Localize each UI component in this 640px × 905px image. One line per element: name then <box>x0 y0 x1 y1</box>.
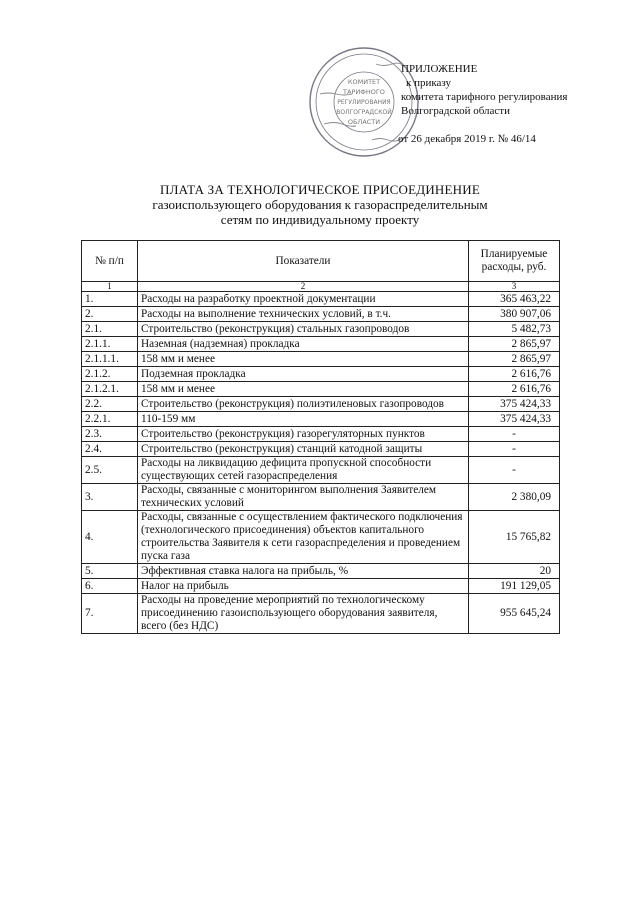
title-line-2: газоиспользующего оборудования к газораспределительным <box>152 197 488 212</box>
header-planned-costs: Планируемые расходы, руб. <box>469 241 560 282</box>
appendix-header <box>398 62 567 146</box>
row-indicator: Расходы на выполнение технических условий, в т.ч. <box>138 307 469 322</box>
row-number: 7. <box>82 594 138 634</box>
row-number: 2.2. <box>82 397 138 412</box>
row-value: 2 865,97 <box>469 352 560 367</box>
header-number: № п/п <box>82 241 138 282</box>
seal-text-line: ОБЛАСТИ <box>347 118 381 126</box>
row-number: 2.1. <box>82 322 138 337</box>
appendix-label: ПРИЛОЖЕНИЕ <box>401 63 478 75</box>
seal-text-line: ТАРИФНОГО <box>343 88 385 96</box>
row-value: 2 616,76 <box>469 367 560 382</box>
row-indicator: Расходы, связанные с осуществлением фактического подключения (технологического присоединения) объектов капитального строительства Заявителя к сети газораспределения и проведением пуска газа <box>138 511 469 564</box>
table-row <box>82 564 560 579</box>
title-line-3: сетям по индивидуальному проекту <box>220 212 420 227</box>
table-row <box>82 427 560 442</box>
row-number: 6. <box>82 579 138 594</box>
table-row <box>82 322 560 337</box>
table-row <box>82 442 560 457</box>
row-value: 375 424,33 <box>469 412 560 427</box>
row-number: 3. <box>82 484 138 511</box>
row-indicator: Расходы на ликвидацию дефицита пропускной способности существующих сетей газораспределения <box>138 457 469 484</box>
row-indicator: 110-159 мм <box>138 412 469 427</box>
row-number: 2.1.1.1. <box>82 352 138 367</box>
table-row <box>82 307 560 322</box>
table-row <box>82 579 560 594</box>
row-indicator: Расходы на проведение мероприятий по технологическому присоединению газоиспользующего оборудования заявителя, всего (без НДС) <box>138 594 469 634</box>
row-number: 2.1.2. <box>82 367 138 382</box>
table-row <box>82 397 560 412</box>
row-indicator: 158 мм и менее <box>138 352 469 367</box>
column-number: 1 <box>82 282 138 292</box>
column-number: 2 <box>138 282 469 292</box>
row-number: 2.3. <box>82 427 138 442</box>
row-indicator: Подземная прокладка <box>138 367 469 382</box>
table-header-row <box>82 241 560 282</box>
table-row <box>82 412 560 427</box>
row-indicator: Расходы на разработку проектной документации <box>138 292 469 307</box>
row-value: 2 865,97 <box>469 337 560 352</box>
row-value: 955 645,24 <box>469 594 560 634</box>
table-row <box>82 457 560 484</box>
region-line: Волгоградской области <box>401 105 510 117</box>
row-indicator: 158 мм и менее <box>138 382 469 397</box>
row-indicator: Налог на прибыль <box>138 579 469 594</box>
row-indicator: Строительство (реконструкция) газорегуляторных пунктов <box>138 427 469 442</box>
row-value: 15 765,82 <box>469 511 560 564</box>
document-title <box>0 182 640 227</box>
row-value: 2 616,76 <box>469 382 560 397</box>
row-number: 5. <box>82 564 138 579</box>
header-indicators: Показатели <box>138 241 469 282</box>
table-row <box>82 484 560 511</box>
row-value: 20 <box>469 564 560 579</box>
column-number-row <box>82 282 560 292</box>
table-row <box>82 337 560 352</box>
row-value: 380 907,06 <box>469 307 560 322</box>
column-number: 3 <box>469 282 560 292</box>
row-indicator: Строительство (реконструкция) станций катодной защиты <box>138 442 469 457</box>
row-value: - <box>469 442 560 457</box>
table-row <box>82 352 560 367</box>
row-indicator: Наземная (надземная) прокладка <box>138 337 469 352</box>
order-date: от 26 декабря 2019 г. № 46/14 <box>398 133 536 145</box>
table-row <box>82 382 560 397</box>
row-number: 2. <box>82 307 138 322</box>
row-number: 2.1.1. <box>82 337 138 352</box>
order-reference: к приказу <box>406 77 452 89</box>
seal-text-line: ВОЛГОГРАДСКОЙ <box>336 109 392 116</box>
row-value: - <box>469 427 560 442</box>
row-value: 365 463,22 <box>469 292 560 307</box>
row-indicator: Строительство (реконструкция) полиэтиленовых газопроводов <box>138 397 469 412</box>
row-number: 2.2.1. <box>82 412 138 427</box>
fee-table <box>81 240 560 634</box>
row-value: 375 424,33 <box>469 397 560 412</box>
row-number: 1. <box>82 292 138 307</box>
row-number: 2.5. <box>82 457 138 484</box>
row-value: 191 129,05 <box>469 579 560 594</box>
seal-text-line: КОМИТЕТ <box>347 78 381 86</box>
committee-line: комитета тарифного регулирования <box>401 91 568 103</box>
row-indicator: Расходы, связанные с мониторингом выполнения Заявителем технических условий <box>138 484 469 511</box>
row-value: 5 482,73 <box>469 322 560 337</box>
row-number: 4. <box>82 511 138 564</box>
row-value: 2 380,09 <box>469 484 560 511</box>
row-indicator: Эффективная ставка налога на прибыль, % <box>138 564 469 579</box>
row-number: 2.4. <box>82 442 138 457</box>
row-indicator: Строительство (реконструкция) стальных газопроводов <box>138 322 469 337</box>
title-line-1: ПЛАТА ЗА ТЕХНОЛОГИЧЕСКОЕ ПРИСОЕДИНЕНИЕ <box>160 182 480 197</box>
table-row <box>82 511 560 564</box>
table-row <box>82 594 560 634</box>
table-row <box>82 292 560 307</box>
seal-text-line: РЕГУЛИРОВАНИЯ <box>337 99 391 106</box>
row-value: - <box>469 457 560 484</box>
table-row <box>82 367 560 382</box>
row-number: 2.1.2.1. <box>82 382 138 397</box>
